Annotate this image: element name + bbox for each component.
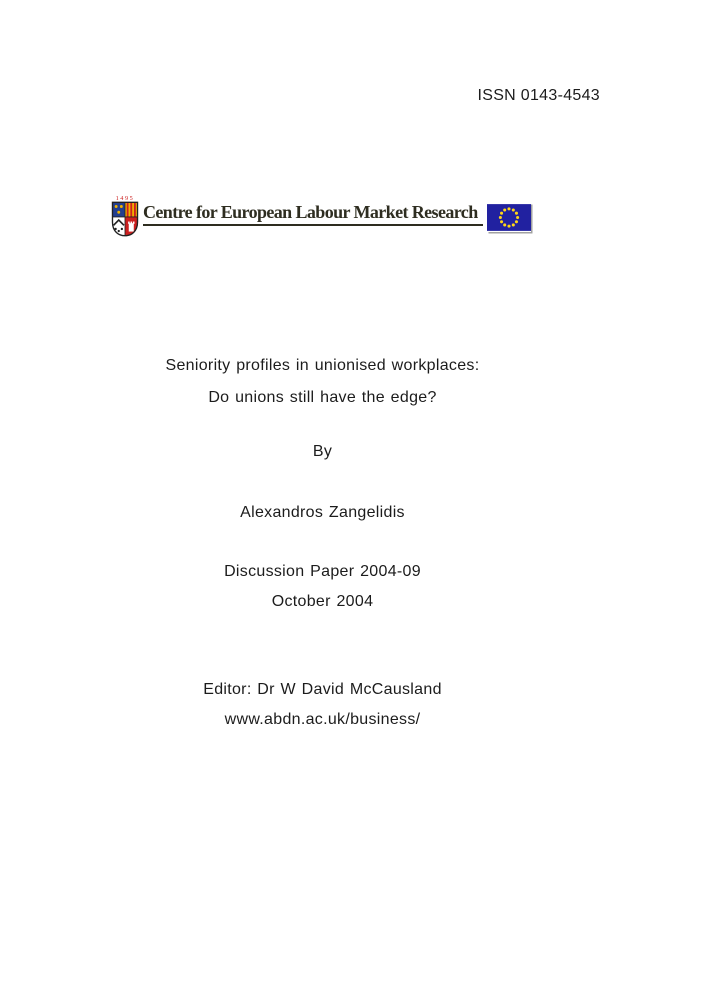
paper-title-line2: Do unions still have the edge?: [208, 389, 437, 406]
paper-title-line1: Seniority profiles in unionised workplaces:: [165, 357, 480, 374]
university-crest-icon: [110, 194, 140, 242]
website-url: www.abdn.ac.uk/business/: [224, 711, 421, 728]
paper-series-number: Discussion Paper 2004-09: [224, 563, 421, 580]
logo-underline: [143, 224, 483, 226]
org-name: Centre for European Labour Market Research: [143, 202, 478, 222]
editor-credit: Editor: Dr W David McCausland: [203, 681, 442, 698]
issn-number: ISSN 0143-4543: [477, 87, 600, 104]
author-name: Alexandros Zangelidis: [240, 504, 405, 521]
crest-year-label: 1495: [115, 195, 135, 203]
byline: By: [312, 443, 333, 460]
eu-flag-icon: [487, 203, 531, 232]
paper-date: October 2004: [271, 593, 374, 610]
